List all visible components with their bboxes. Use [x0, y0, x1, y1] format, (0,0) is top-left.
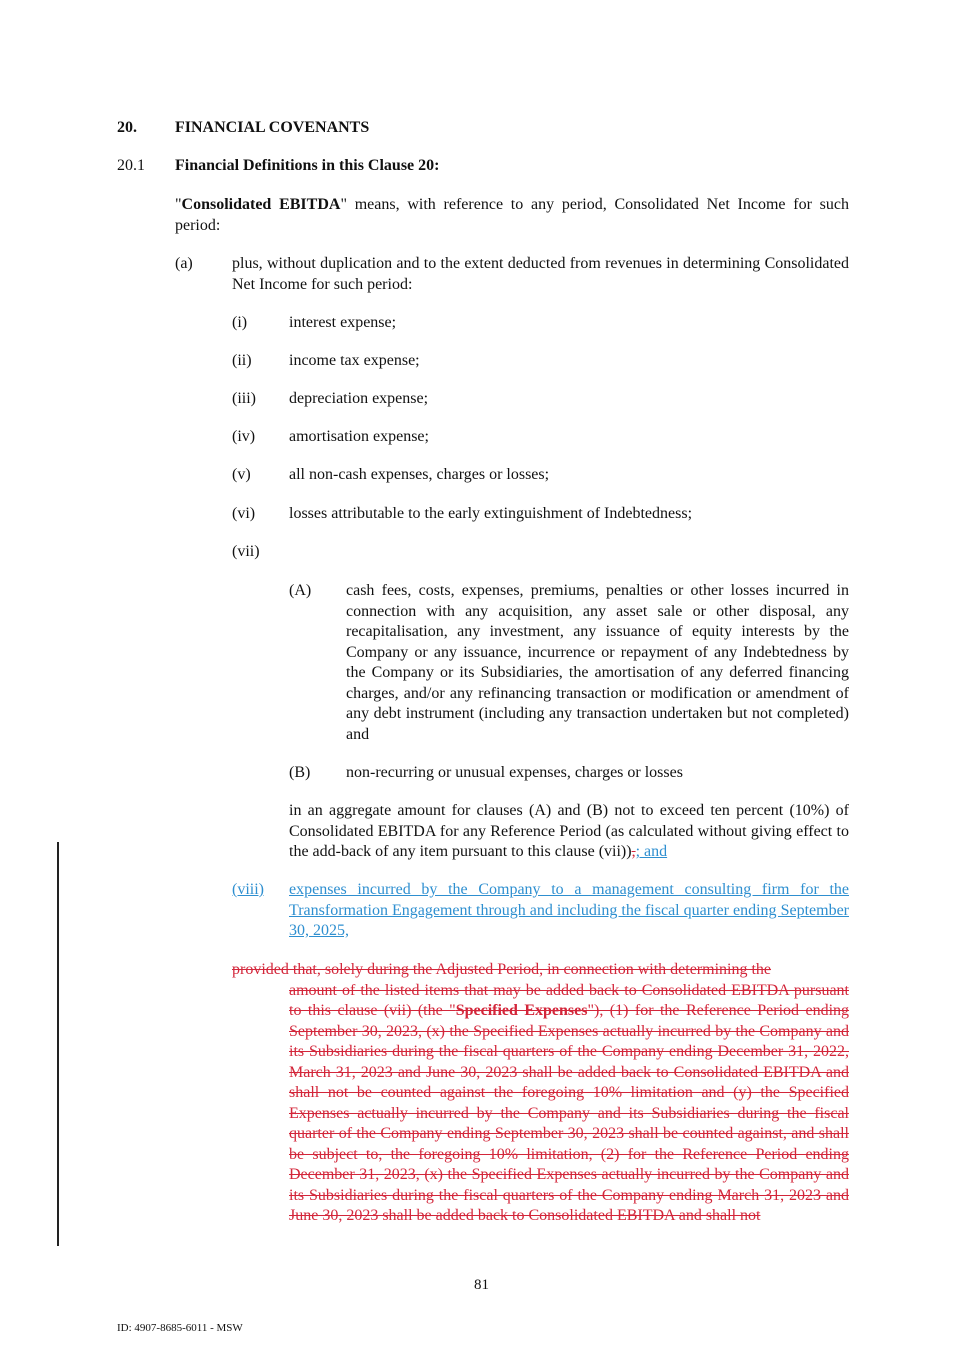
definition-paragraph: "Consolidated EBITDA" means, with reference to any period, Consolidated Net Income for such period: [175, 196, 849, 234]
item-text: losses attributable to the early extinguishment of Indebtedness; [289, 505, 693, 522]
item-text: amortisation expense; [289, 428, 429, 445]
item-text: income tax expense; [289, 352, 420, 369]
sub-b-label: (B) [289, 764, 311, 781]
sub-b-text: non-recurring or unusual expenses, charges or losses [346, 764, 683, 781]
item-label: (ii) [232, 352, 252, 369]
deleted-proviso-body: amount of the listed items that may be added back to Consolidated EBITDA pursuant to this clause (vii) (the "Specified Expenses"), (1) for the Reference Period ending September 30, 2023, (x) the Specified Expenses actually incurred by the Company and its Subsidiaries during the fiscal quarters of the Company ending December 31, 2022, March 31, 2023 and June 30, 2023 shall be added back to Consolidated EBITDA and shall not be counted against the foregoing 10% limitation and (y) the Specified Expenses actually incurred by the Company and its Subsidiaries during the fiscal quarter of the Company ending September 30, 2023 shall be counted against, and shall be subject to, the foregoing 10% limitation, (2) for the Reference Period ending December 31, 2023, (x) the Specified Expenses actually incurred by the Company and its Subsidiaries during the fiscal quarters of the Company ending March 31, 2023 and June 30, 2023 shall be added back to Consolidated EBITDA and shall not [289, 981, 850, 1224]
revision-change-bar [57, 842, 59, 1246]
item-label: (i) [232, 314, 248, 331]
item-text: all non-cash expenses, charges or losses; [289, 466, 550, 483]
sub-a-text: cash fees, costs, expenses, premiums, penalties or other losses incurred in connection with any acquisition, any asset sale or other disposal, any recapitalisation, any investment, any issuance of equity interests by the Company or any issuance, incurrence or repayment of any Indebtedness by the Company or its Subsidiaries, the amortisation of any deferred financing charges, and/or any refinancing transaction or modification or amendment of any debt instrument (including any transaction undertaken but not completed) and [346, 582, 849, 743]
document-id: ID: 4907-8685-6011 - MSW [117, 1322, 243, 1334]
subsection-title: Financial Definitions in this Clause 20: [175, 157, 440, 174]
item-vii-label: (vii) [232, 543, 260, 560]
item-text: depreciation expense; [289, 390, 429, 407]
specified-expenses-term: Specified Expenses [455, 1002, 588, 1019]
item-viii-label: (viii) [232, 881, 264, 898]
deleted-proviso-first-line: provided that, solely during the Adjusted Period, in connection with determining the [232, 961, 772, 978]
deleted-comma: , [631, 843, 636, 860]
page-number: 81 [474, 1277, 489, 1293]
item-text: interest expense; [289, 314, 397, 331]
aggregate-paragraph: in an aggregate amount for clauses (A) and (B) not to exceed ten percent (10%) of Consolidated EBITDA for any Reference Period (as calculated without giving effect to the add-back of any item pursuant to this clause (vii)),; and [289, 802, 849, 860]
item-label: (iv) [232, 428, 256, 445]
section-number: 20. [117, 119, 137, 136]
item-viii-text: expenses incurred by the Company to a management consulting firm for the Transformation Engagement through and including the fiscal quarter ending September 30, 2025, [289, 881, 849, 939]
clause-a-text: plus, without duplication and to the extent deducted from revenues in determining Consolidated Net Income for such period: [232, 255, 849, 293]
item-label: (vi) [232, 505, 256, 522]
sub-a-label: (A) [289, 582, 312, 599]
clause-a-label: (a) [175, 255, 193, 272]
defined-term: Consolidated EBITDA [181, 196, 341, 213]
section-title: FINANCIAL COVENANTS [175, 119, 370, 136]
inserted-and: ; and [635, 843, 668, 860]
item-label: (v) [232, 466, 251, 483]
subsection-number: 20.1 [117, 157, 145, 174]
item-label: (iii) [232, 390, 256, 407]
